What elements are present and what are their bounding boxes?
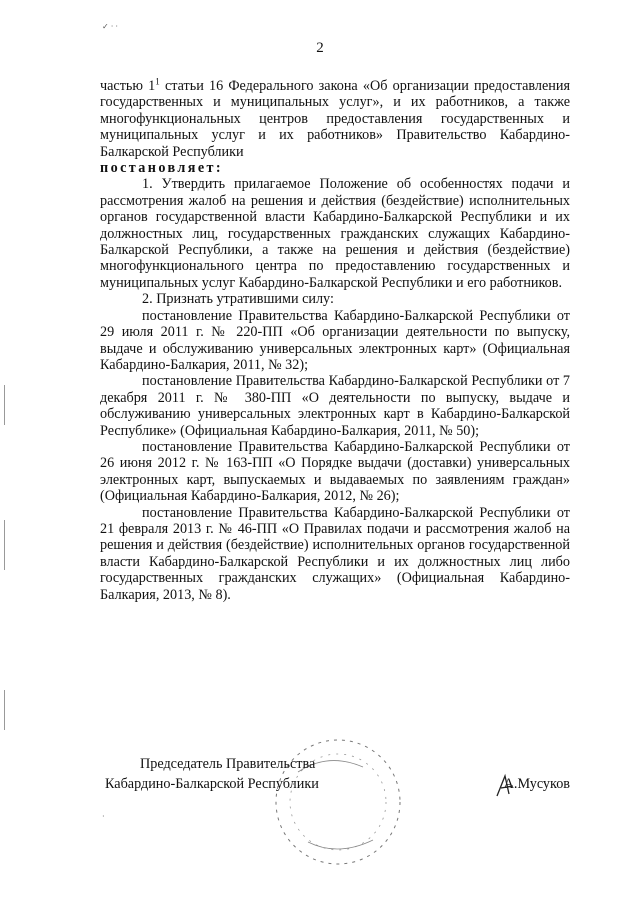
scan-edge-line: [4, 690, 5, 730]
repeal-3: постановление Правительства Кабардино-Балкарской Республики от 26 июня 2012 г. № 163-ПП «О Порядке выдачи (доставки) универсальных электронных карт, выпускаемых и выдаваемых по заявлениям граждан» (Официальная Кабардино-Балкария, 2012, № 26);: [100, 438, 570, 505]
scan-mark-icon: ✓ · ·: [102, 22, 119, 31]
document-body: [100, 78, 570, 603]
scan-mark-icon: ·: [102, 812, 105, 821]
signatory-position-line1: Председатель Правительства: [140, 756, 316, 772]
item-2: 2. Признать утратившими силу:: [142, 291, 334, 308]
repeal-1: постановление Правительства Кабардино-Балкарской Республики от 29 июля 2011 г. № 220-ПП «Об организации деятельности по выпуску, выдаче и обслуживанию универсальных электронных карт» (Официальная Кабардино-Балкария, 2011, № 32);: [100, 307, 570, 373]
scan-edge-line: [4, 520, 5, 570]
decree-word: [100, 160, 570, 176]
preamble-text-start: частью 1: [100, 78, 156, 94]
seal-stamp-icon: [268, 732, 408, 872]
item-1: 1. Утвердить прилагаемое Положение об особенностях подачи и рассмотрения жалоб на решения и действия (бездействие) исполнительных органов государственной власти Кабардино-Балкарской Республики и их должностных лиц, государственных гражданских служащих Кабардино-Балкарской Республики, а также на решения и действия (бездействие) многофункционального центра по предоставлению государственных и муниципальных услуг Кабардино-Балкарской Республики и его работников.: [100, 176, 570, 291]
scan-edge-line: [4, 385, 5, 425]
page-number: 2: [316, 40, 324, 56]
preamble-paragraph: [100, 78, 570, 160]
preamble-text-end: статьи 16 Федерального закона «Об организации предоставления государственных и муниципальных услуг», и их работников, а также многофункциональных центров предоставления государственных и муниципальных услуг и их работников» Правительство Кабардино-Балкарской Республики: [100, 78, 571, 160]
repeal-4: постановление Правительства Кабардино-Балкарской Республики от 21 февраля 2013 г. № 46-ПП «О Правилах подачи и рассмотрения жалоб на решения и действия (бездействие) исполнительных органов государственной власти Кабардино-Балкарской Республики и их должностных лиц либо государственных гражданских служащих» (Официальная Кабардино-Балкария, 2013, № 8).: [100, 504, 570, 603]
signature-scribble-icon: [493, 772, 523, 800]
signatory-position-line2: Кабардино-Балкарской Республики: [105, 776, 319, 792]
repeal-2: постановление Правительства Кабардино-Балкарской Республики от 7 декабря 2011 г. № 380-ПП «О деятельности по выпуску, выдаче и обслуживанию универсальных электронных карт в Кабардино-Балкарской Республике» (Официальная Кабардино-Балкария, 2011, № 50);: [100, 373, 570, 439]
decree-word-text: постановляет:: [100, 160, 224, 177]
preamble-superscript: 1: [155, 76, 160, 87]
signatory-name: А.Мусуков: [503, 776, 570, 792]
